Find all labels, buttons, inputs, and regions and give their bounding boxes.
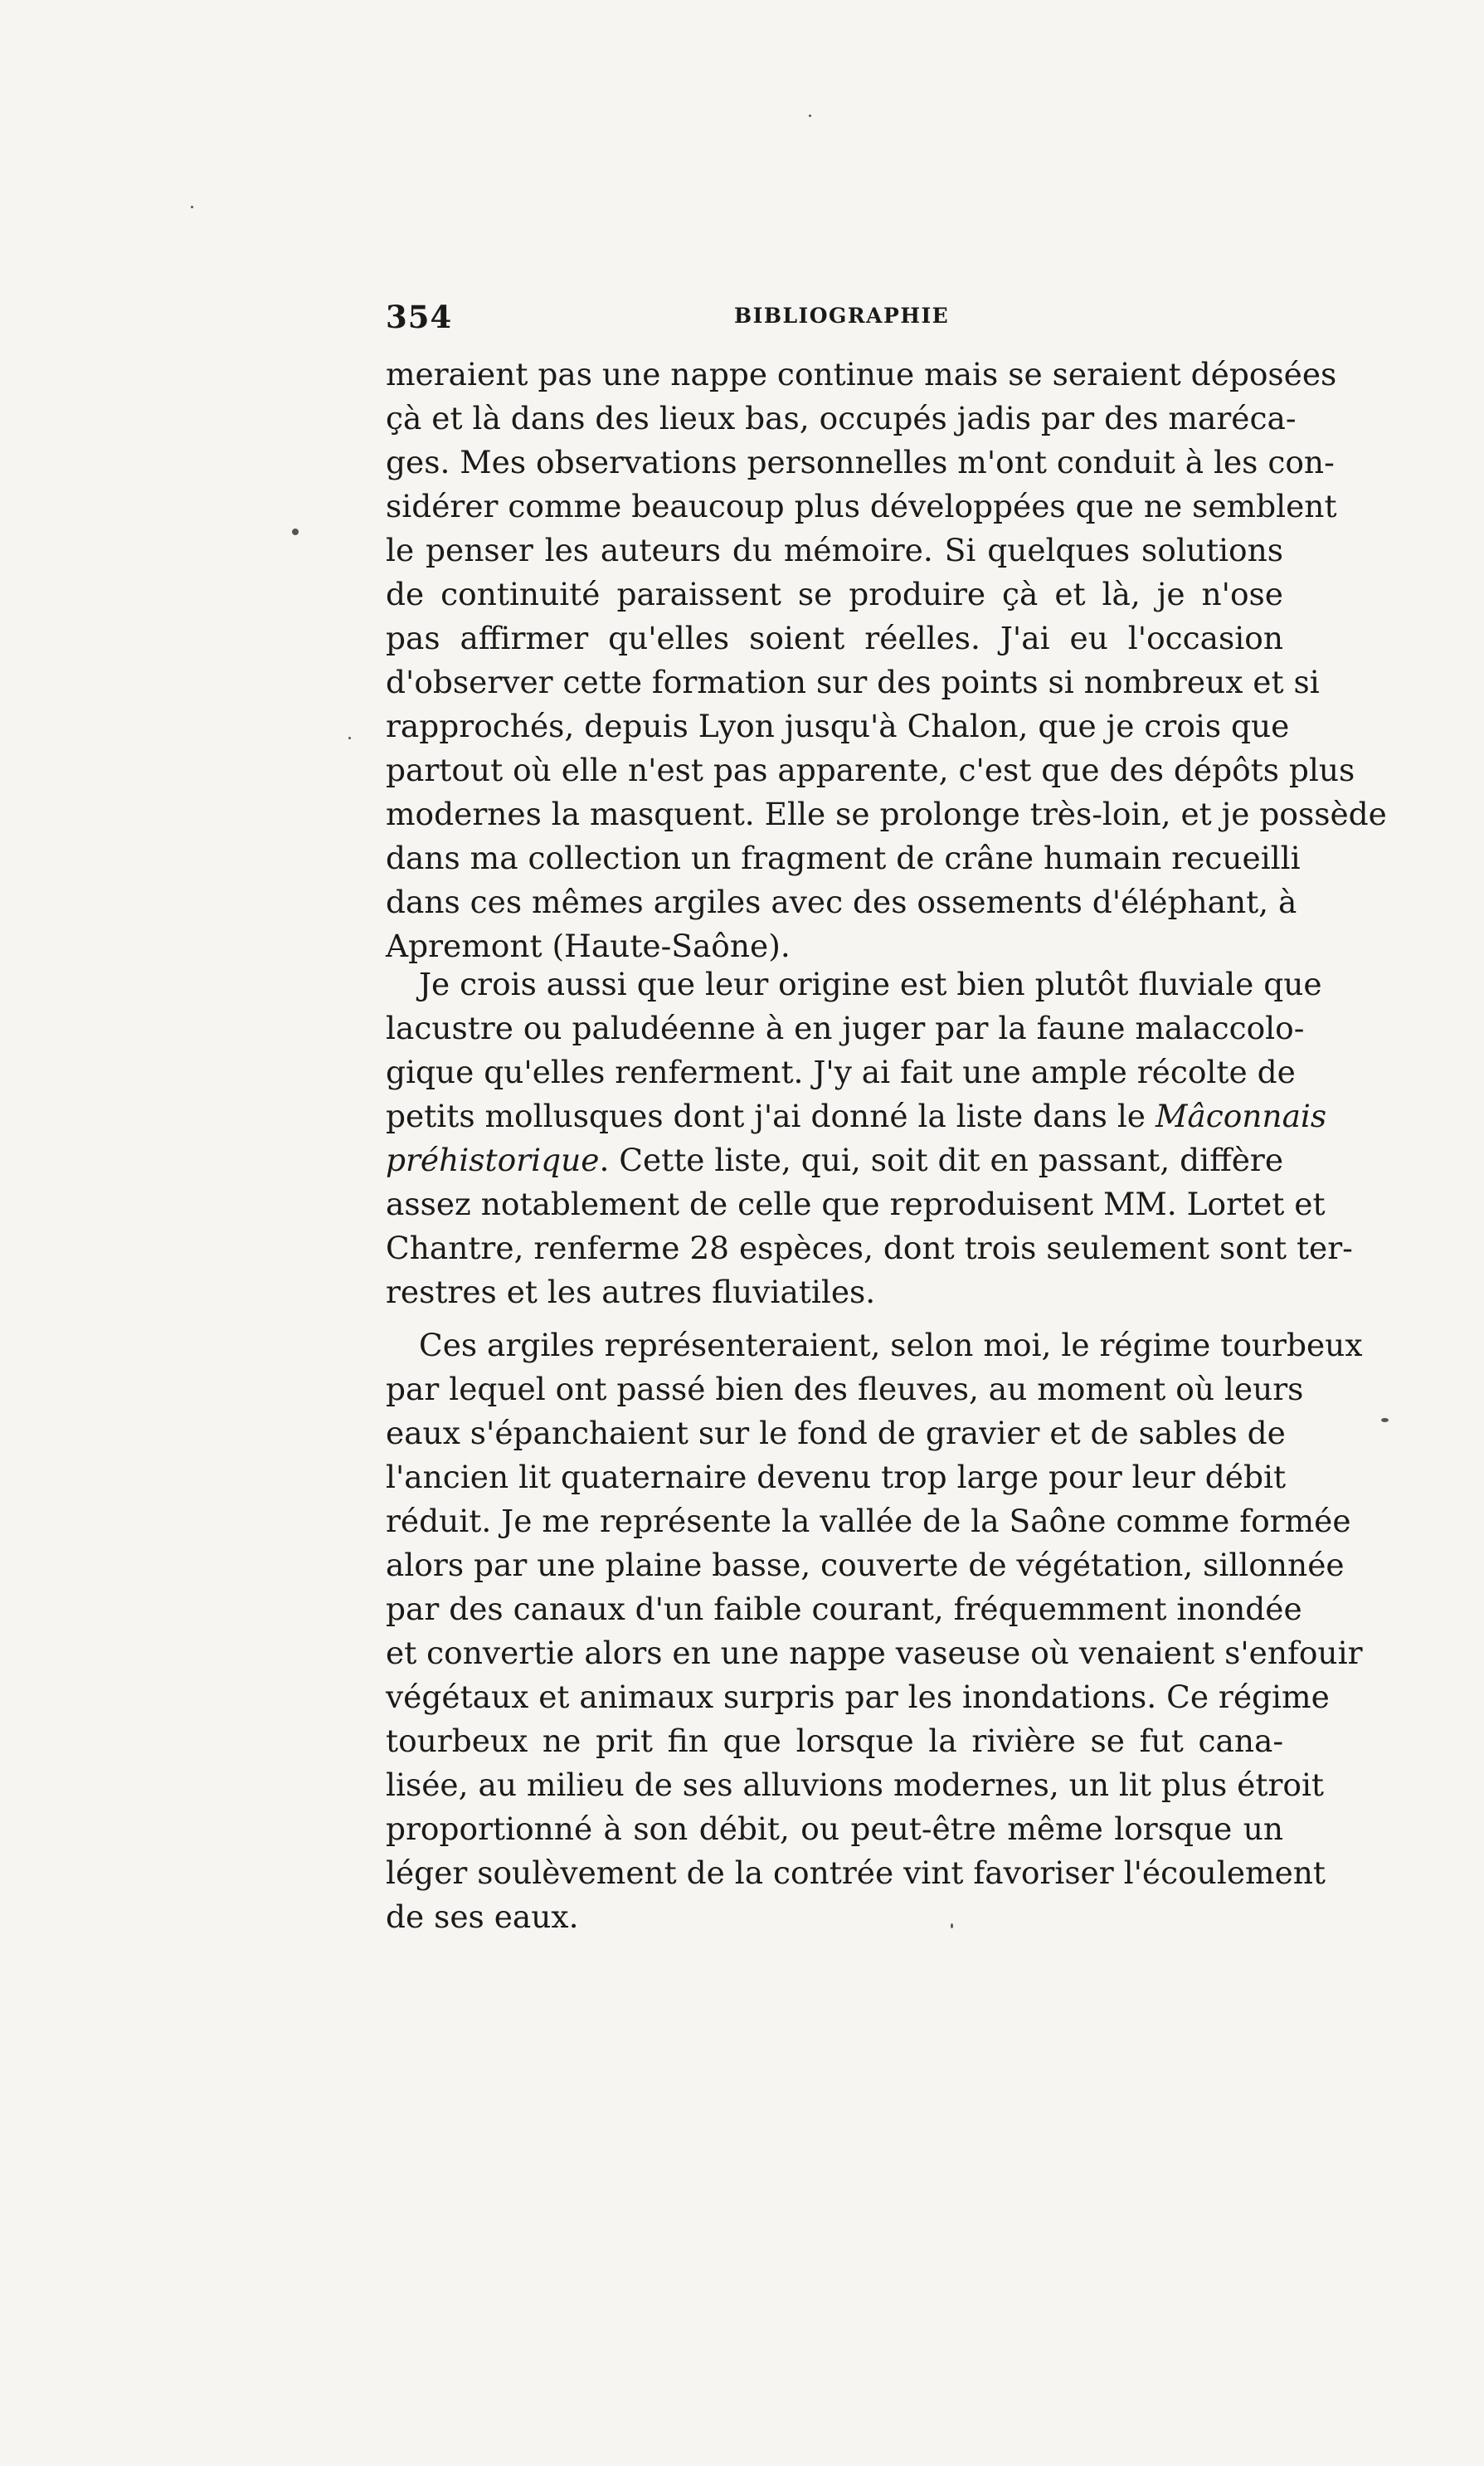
scan-speck [809,115,811,117]
italic-title: préhistorique [386,1142,600,1178]
text-line: réduit. Je me représente la vallée de la Saône comme formée [386,1503,1351,1539]
page-header [386,299,1286,340]
text-line: lacustre ou paludéenne à en juger par la faune malaccolo- [386,1010,1305,1046]
text-line: restres et les autres fluviatiles. [386,1274,876,1310]
text-line: sidérer comme beaucoup plus développées que ne semblent [386,488,1337,524]
text-line: par lequel ont passé bien des fleuves, au moment où leurs [386,1371,1304,1407]
scan-speck [951,1923,953,1928]
text-line: pas affirmer qu'elles soient réelles. J'ai eu l'occasion [386,620,1283,656]
text-line [386,1094,1327,1138]
text-line: Apremont (Haute-Saône). [386,928,791,964]
paragraph-3 [386,1323,1363,1939]
page-number: 354 [386,299,453,335]
scan-speck [191,206,193,208]
text-line: Je crois aussi que leur origine est bien plutôt fluviale que [419,966,1322,1002]
text-line: Ces argiles représenteraient, selon moi, le régime tourbeux [419,1327,1363,1363]
text-line: meraient pas une nappe continue mais se seraient déposées [386,356,1337,392]
text-line: et convertie alors en une nappe vaseuse où venaient s'enfouir [386,1635,1363,1671]
text-line: rapprochés, depuis Lyon jusqu'à Chalon, que je crois que [386,708,1290,744]
text-line: par des canaux d'un faible courant, fréquemment inondée [386,1591,1302,1627]
text-line: tourbeux ne prit fin que lorsque la rivière se fut cana- [386,1723,1283,1759]
text-line: lisée, au milieu de ses alluvions modernes, un lit plus étroit [386,1767,1325,1803]
text-segment: . Cette liste, qui, soit dit en passant, diffère [599,1142,1284,1178]
text-line: dans ces mêmes argiles avec des ossements d'éléphant, à [386,884,1297,920]
text-line: l'ancien lit quaternaire devenu trop large pour leur débit [386,1459,1287,1495]
text-line [386,1138,1283,1182]
text-line: le penser les auteurs du mémoire. Si quelques solutions [386,532,1283,568]
text-segment: petits mollusques dont j'ai donné la liste dans le [386,1098,1156,1134]
text-line: çà et là dans des lieux bas, occupés jadis par des maréca- [386,400,1297,436]
text-line: gique qu'elles renferment. J'y ai fait une ample récolte de [386,1054,1296,1090]
text-line: de ses eaux. [386,1898,579,1935]
text-line: assez notablement de celle que reproduisent MM. Lortet et [386,1186,1326,1222]
text-line: eaux s'épanchaient sur le fond de gravier et de sables de [386,1415,1286,1451]
text-line: dans ma collection un fragment de crâne humain recueilli [386,840,1301,876]
text-line: ges. Mes observations personnelles m'ont conduit à les con- [386,444,1335,480]
text-line: partout où elle n'est pas apparente, c'est que des dépôts plus [386,752,1355,788]
paragraph-1 [386,353,1387,968]
scan-speck [348,737,351,739]
text-line: de continuité paraissent se produire çà et là, je n'ose [386,576,1283,612]
text-line: Chantre, renferme 28 espèces, dont trois seulement sont ter- [386,1230,1353,1266]
text-line: d'observer cette formation sur des points si nombreux et si [386,664,1320,700]
scan-speck [1381,1418,1389,1422]
text-line: proportionné à son débit, ou peut-être même lorsque un [386,1811,1283,1847]
text-line: végétaux et animaux surpris par les inondations. Ce régime [386,1679,1330,1715]
text-line: léger soulèvement de la contrée vint favoriser l'écoulement [386,1854,1326,1891]
paragraph-2 [386,963,1353,1314]
text-line: modernes la masquent. Elle se prolonge très-loin, et je possède [386,796,1387,832]
running-title: BIBLIOGRAPHIE [734,304,950,328]
scan-speck [292,529,299,535]
text-line: alors par une plaine basse, couverte de végétation, sillonnée [386,1547,1345,1583]
italic-title: Mâconnais [1155,1098,1327,1134]
